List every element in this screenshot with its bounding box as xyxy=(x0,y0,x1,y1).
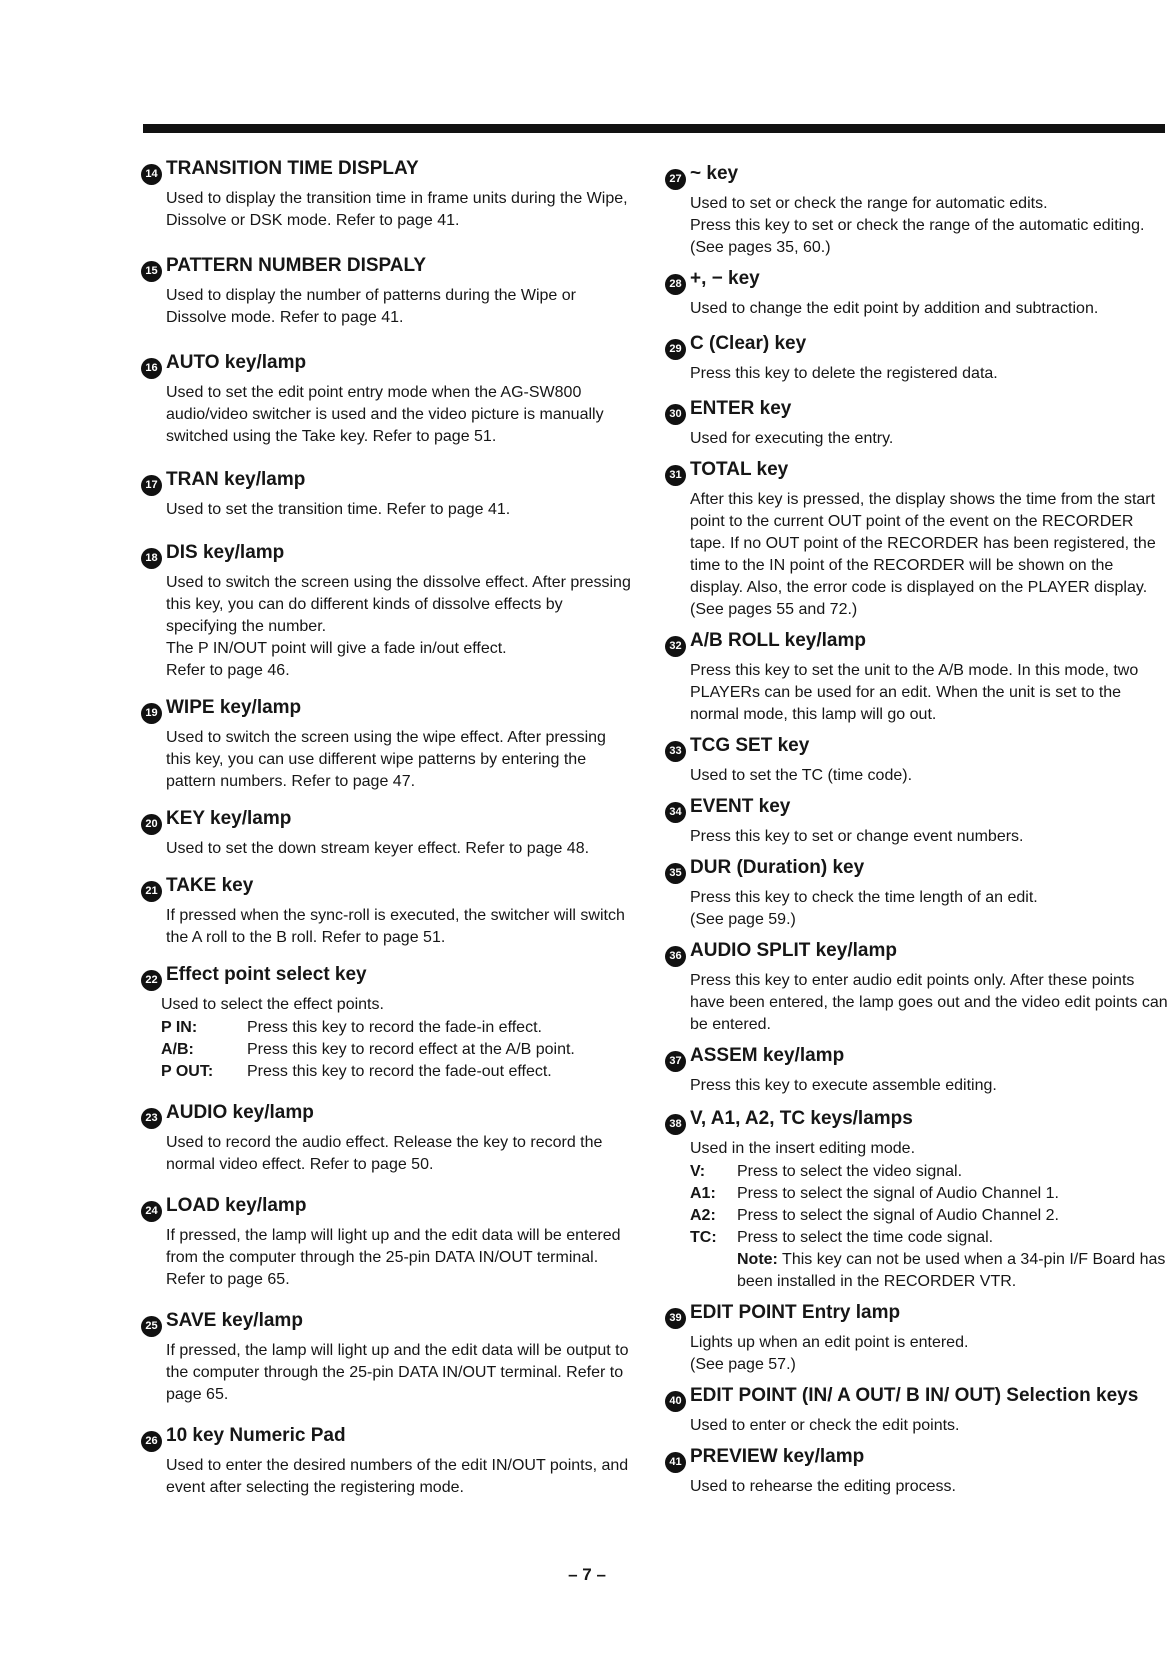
definition-text: Press to select the signal of Audio Channel 2. xyxy=(737,1207,1059,1224)
item-number-badge: 21 xyxy=(141,881,162,902)
section-text: (See page 59.) xyxy=(690,911,796,928)
section-audio-key xyxy=(141,1101,631,1176)
item-number-badge: 19 xyxy=(141,703,162,724)
list-item xyxy=(690,1227,1170,1249)
section-text: Used to display the number of patterns during the Wipe or Dissolve mode. Refer to page 41. xyxy=(166,287,576,326)
section-text: Used to set the TC (time code). xyxy=(690,767,913,784)
section-text: If pressed, the lamp will light up and the edit data will be entered from the computer through the 25-pin DATA IN/OUT terminal. Refer to page 65. xyxy=(166,1227,621,1288)
list-item xyxy=(690,1161,1170,1183)
item-number-badge: 18 xyxy=(141,548,162,569)
section-edit-point-entry-lamp xyxy=(665,1301,1170,1376)
item-number-badge: 39 xyxy=(665,1308,686,1329)
item-number-badge: 38 xyxy=(665,1114,686,1135)
section-title: DUR (Duration) key xyxy=(690,857,865,878)
section-text: Lights up when an edit point is entered. xyxy=(690,1334,969,1351)
section-text: Used for executing the entry. xyxy=(690,430,894,447)
section-wipe-key xyxy=(141,696,631,793)
section-title: AUDIO key/lamp xyxy=(166,1102,314,1123)
section-text: If pressed, the lamp will light up and the edit data will be output to the computer through the 25-pin DATA IN/OUT terminal. Refer to page 65. xyxy=(166,1342,629,1403)
section-assem-key xyxy=(665,1044,1170,1097)
section-title: TRANSITION TIME DISPLAY xyxy=(166,158,419,179)
item-number-badge: 40 xyxy=(665,1391,686,1412)
item-number-badge: 27 xyxy=(665,169,686,190)
section-title: V, A1, A2, TC keys/lamps xyxy=(690,1108,913,1129)
section-text: Used to set or check the range for automatic edits. xyxy=(690,195,1048,212)
section-text: (See page 57.) xyxy=(690,1356,796,1373)
note xyxy=(737,1249,1170,1293)
section-auto-key xyxy=(141,351,631,448)
section-text: Press this key to set the unit to the A/B mode. In this mode, two PLAYERs can be used for an edit. When the unit is set to the normal mode, this lamp will go out. xyxy=(690,662,1139,723)
list-item xyxy=(161,1061,631,1083)
item-number-badge: 31 xyxy=(665,465,686,486)
section-text: Press this key to enter audio edit points only. After these points have been entered, the lamp goes out and the video edit points can be entered. xyxy=(690,972,1168,1033)
item-number-badge: 22 xyxy=(141,970,162,991)
item-number-badge: 32 xyxy=(665,636,686,657)
section-title: WIPE key/lamp xyxy=(166,697,302,718)
definition-term: A1: xyxy=(690,1185,716,1202)
effect-point-list xyxy=(161,1017,631,1083)
left-column xyxy=(141,157,631,1499)
list-item xyxy=(690,1205,1170,1227)
section-title: TRAN key/lamp xyxy=(166,469,306,490)
section-title: KEY key/lamp xyxy=(166,808,292,829)
section-duration-key xyxy=(665,856,1170,931)
section-title: LOAD key/lamp xyxy=(166,1195,307,1216)
note-text: This key can not be used when a 34-pin I/F Board has been installed in the RECORDER VTR. xyxy=(737,1251,1166,1290)
item-number-badge: 15 xyxy=(141,261,162,282)
section-text: Used in the insert editing mode. xyxy=(690,1140,916,1157)
section-title: PATTERN NUMBER DISPALY xyxy=(166,255,427,276)
item-number-badge: 37 xyxy=(665,1051,686,1072)
definition-term: A2: xyxy=(690,1207,716,1224)
section-text: Press this key to delete the registered data. xyxy=(690,365,998,382)
section-tilde-key xyxy=(665,162,1170,259)
section-title: AUTO key/lamp xyxy=(166,352,307,373)
section-title: EDIT POINT (IN/ A OUT/ B IN/ OUT) Selection keys xyxy=(690,1385,1139,1406)
section-title: SAVE key/lamp xyxy=(166,1310,303,1331)
item-number-badge: 34 xyxy=(665,802,686,823)
section-text: Used to enter or check the edit points. xyxy=(690,1417,960,1434)
section-event-key xyxy=(665,795,1170,848)
item-number-badge: 41 xyxy=(665,1452,686,1473)
section-plus-minus-key xyxy=(665,267,1170,320)
definition-text: Press to select the time code signal. xyxy=(737,1229,994,1246)
section-title: DIS key/lamp xyxy=(166,542,285,563)
section-text: Used to enter the desired numbers of the edit IN/OUT points, and event after selecting the registering mode. xyxy=(166,1457,629,1496)
item-number-badge: 14 xyxy=(141,164,162,185)
header-rule xyxy=(143,124,1165,133)
item-number-badge: 29 xyxy=(665,339,686,360)
item-number-badge: 16 xyxy=(141,358,162,379)
section-text: Press this key to check the time length of an edit. xyxy=(690,889,1038,906)
note-label: Note: xyxy=(737,1251,778,1268)
item-number-badge: 36 xyxy=(665,946,686,967)
item-number-badge: 24 xyxy=(141,1201,162,1222)
item-number-badge: 35 xyxy=(665,863,686,884)
section-title: EDIT POINT Entry lamp xyxy=(690,1302,901,1323)
section-text: Used to select the effect points. xyxy=(161,996,384,1013)
list-item xyxy=(161,1039,631,1061)
section-preview-key xyxy=(665,1445,1170,1498)
section-title: +, − key xyxy=(690,268,760,289)
definition-text: Press this key to record effect at the A/B point. xyxy=(247,1041,575,1058)
section-title: 10 key Numeric Pad xyxy=(166,1425,346,1446)
section-numeric-pad xyxy=(141,1424,631,1499)
definition-term: A/B: xyxy=(161,1041,194,1058)
page-number: – 7 – xyxy=(568,1565,606,1584)
insert-mode-list xyxy=(690,1161,1170,1249)
section-text: Press this key to execute assemble editing. xyxy=(690,1077,997,1094)
section-text: Used to rehearse the editing process. xyxy=(690,1478,956,1495)
section-dis-key xyxy=(141,541,631,682)
section-text: Used to change the edit point by addition and subtraction. xyxy=(690,300,1099,317)
section-save-key xyxy=(141,1309,631,1406)
list-item xyxy=(690,1183,1170,1205)
section-text: Refer to page 46. xyxy=(166,662,290,679)
item-number-badge: 25 xyxy=(141,1316,162,1337)
section-title: PREVIEW key/lamp xyxy=(690,1446,865,1467)
section-enter-key xyxy=(665,397,1170,450)
section-title: EVENT key xyxy=(690,796,791,817)
section-text: After this key is pressed, the display shows the time from the start point to the current OUT point of the event on the RECORDER tape. If no OUT point of the RECORDER has been registered, the time to the IN point of the RECORDER will be shown on the display. Also, the error code is displayed on the PLAYER display. (See pages 55 and 72.) xyxy=(690,491,1156,618)
section-take-key xyxy=(141,874,631,949)
section-text: Used to switch the screen using the wipe effect. After pressing this key, you can use different wipe patterns by entering the pattern numbers. Refer to page 47. xyxy=(166,729,606,790)
item-number-badge: 28 xyxy=(665,274,686,295)
definition-term: P IN: xyxy=(161,1019,198,1036)
section-title: TAKE key xyxy=(166,875,254,896)
section-text: The P IN/OUT point will give a fade in/out effect. xyxy=(166,640,507,657)
section-tcg-set-key xyxy=(665,734,1170,787)
right-column xyxy=(665,162,1170,1498)
list-item xyxy=(161,1017,631,1039)
definition-text: Press this key to record the fade-out effect. xyxy=(247,1063,552,1080)
item-number-badge: 26 xyxy=(141,1431,162,1452)
section-title: ASSEM key/lamp xyxy=(690,1045,845,1066)
section-text: Press this key to set or check the range of the automatic editing. (See pages 35, 60.) xyxy=(690,217,1145,256)
section-load-key xyxy=(141,1194,631,1291)
section-title: C (Clear) key xyxy=(690,333,807,354)
section-title: ~ key xyxy=(690,163,739,184)
section-text: Used to record the audio effect. Release the key to record the normal video effect. Refer to page 50. xyxy=(166,1134,603,1173)
item-number-badge: 20 xyxy=(141,814,162,835)
section-audio-split-key xyxy=(665,939,1170,1036)
section-title: AUDIO SPLIT key/lamp xyxy=(690,940,897,961)
section-text: If pressed when the sync-roll is executed, the switcher will switch the A roll to the B roll. Refer to page 51. xyxy=(166,907,625,946)
section-text: Used to set the down stream keyer effect. Refer to page 48. xyxy=(166,840,590,857)
section-title: Effect point select key xyxy=(166,964,367,985)
section-text: Used to display the transition time in frame units during the Wipe, Dissolve or DSK mode. Refer to page 41. xyxy=(166,190,628,229)
section-title: TOTAL key xyxy=(690,459,789,480)
section-text: Used to switch the screen using the dissolve effect. After pressing this key, you can do different kinds of dissolve effects by specifying the number. xyxy=(166,574,631,635)
item-number-badge: 30 xyxy=(665,404,686,425)
definition-term: P OUT: xyxy=(161,1063,214,1080)
section-key-key xyxy=(141,807,631,860)
section-effect-point-select-key xyxy=(141,963,631,1083)
section-total-key xyxy=(665,458,1170,621)
item-number-badge: 23 xyxy=(141,1108,162,1129)
item-number-badge: 17 xyxy=(141,475,162,496)
section-edit-point-selection-keys xyxy=(665,1384,1170,1437)
definition-term: V: xyxy=(690,1163,706,1180)
definition-text: Press this key to record the fade-in effect. xyxy=(247,1019,542,1036)
section-title: TCG SET key xyxy=(690,735,810,756)
section-ab-roll-key xyxy=(665,629,1170,726)
section-title: A/B ROLL key/lamp xyxy=(690,630,866,651)
definition-text: Press to select the video signal. xyxy=(737,1163,963,1180)
section-text: Press this key to set or change event numbers. xyxy=(690,828,1024,845)
section-text: Used to set the transition time. Refer to page 41. xyxy=(166,501,511,518)
definition-term: TC: xyxy=(690,1229,717,1246)
item-number-badge: 33 xyxy=(665,741,686,762)
section-text: Used to set the edit point entry mode when the AG-SW800 audio/video switcher is used and the video picture is manually switched using the Take key. Refer to page 51. xyxy=(166,384,604,445)
section-transition-time-display xyxy=(141,157,631,232)
section-insert-keys xyxy=(665,1107,1170,1293)
section-tran-key xyxy=(141,468,631,521)
definition-text: Press to select the signal of Audio Channel 1. xyxy=(737,1185,1059,1202)
section-title: ENTER key xyxy=(690,398,792,419)
section-clear-key xyxy=(665,332,1170,385)
section-pattern-number-display xyxy=(141,254,631,329)
